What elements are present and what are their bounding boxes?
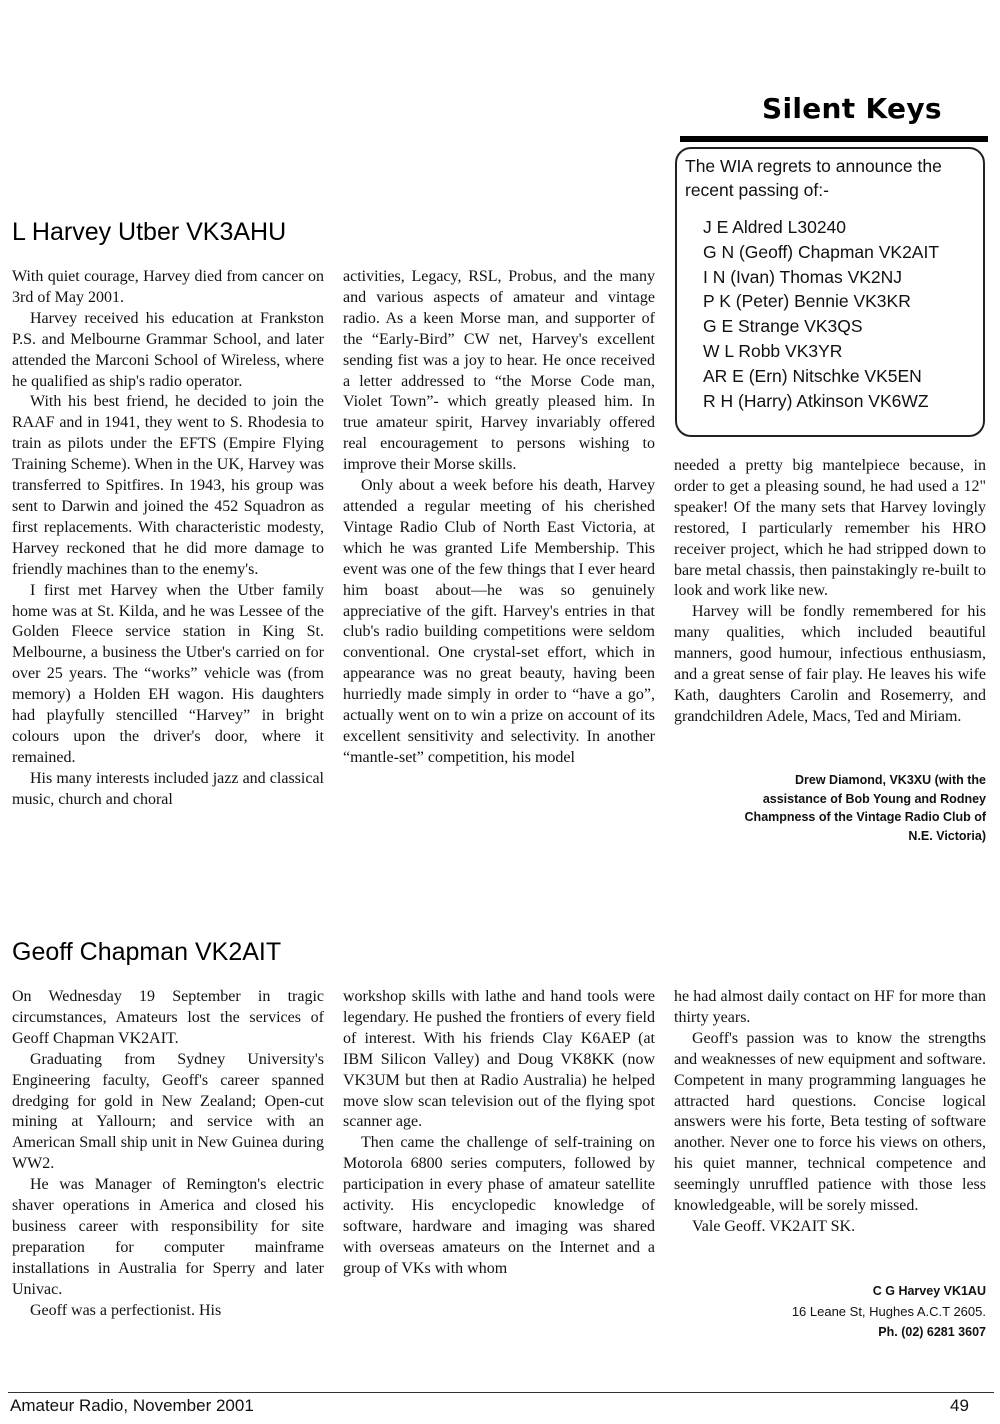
notice-name: P K (Peter) Bennie VK3KR: [703, 291, 911, 312]
signature-line: 16 Leane St, Hughes A.C.T 2605.: [791, 1303, 986, 1319]
paragraph: he had almost daily contact on HF for more than thirty years.: [674, 988, 986, 1026]
signature-line: assistance of Bob Young and Rodney: [762, 791, 986, 806]
signature-line: Ph. (02) 6281 3607: [878, 1324, 986, 1339]
paragraph: With quiet courage, Harvey died from cancer on 3rd of May 2001.: [12, 268, 324, 306]
notice-names-list: [703, 215, 983, 413]
notice-name: AR E (Ern) Nitschke VK5EN: [703, 365, 922, 386]
notice-name: G N (Geoff) Chapman VK2AIT: [703, 241, 940, 262]
notice-name: G E Strange VK3QS: [703, 316, 863, 337]
article2-column-2: [343, 987, 655, 1280]
paragraph: He was Manager of Remington's electric shaver operations in America and closed his business career with responsibility for site preparation for computer mainframe installations in Australia for Sperry and later Univac.: [12, 1176, 324, 1298]
article1-column-3: [674, 456, 986, 728]
article2-column-3: [674, 987, 986, 1238]
signature-line: Drew Diamond, VK3XU (with the: [795, 773, 986, 787]
paragraph: Harvey will be fondly remembered for his many qualities, which included beautiful manners, good humour, infectious enthusiasm, and a great sense of fair play. He leaves his wife Kath, daughters Carolin and Rosemerry, and grandchildren Adele, Macs, Ted and Miriam.: [674, 603, 986, 725]
paragraph: Only about a week before his death, Harvey attended a regular meeting of his cherished Vintage Radio Club of North East Victoria, at which he was granted Life Membership. This event was one of the few things that I ever heard him boast about—he was so genuinely appreciative of the gift. Harvey's entries in that club's radio building competitions were seldom conventional. One crystal-set effort, which in appearance was no great beauty, having been hurriedly made simply in order to “have a go”, actually went on to win a prize on account of its excellent sensitivity and selectivity. In another “mantle-set” competition, his model: [343, 477, 655, 766]
paragraph: On Wednesday 19 September in tragic circumstances, Amateurs lost the services of Geoff Chapman VK2AIT.: [12, 988, 324, 1047]
paragraph: workshop skills with lathe and hand tools were legendary. He pushed the frontiers of every field of interest. With his friends Clay K6AEP (at IBM Silicon Valley) and Doug VK8KK (now VK3UM but then at Radio Australia) he helped move slow scan television out of the flying spot scanner age.: [343, 988, 655, 1131]
paragraph: Graduating from Sydney University's Engineering faculty, Geoff's career spanned dredging for gold in New Zealand; Open-cut mining at Yallourn; and service with an American Small ship unit in New Guinea during WW2.: [12, 1050, 324, 1173]
notice-name: W L Robb VK3YR: [703, 340, 843, 361]
section-title: Silent Keys: [762, 92, 942, 125]
footer-publication: Amateur Radio, November 2001: [10, 1396, 254, 1415]
notice-intro: The WIA regrets to announce the recent passing of:-: [685, 156, 942, 200]
signature-line: Champness of the Vintage Radio Club of: [744, 810, 986, 824]
paragraph: Geoff was a perfectionist. His: [30, 1301, 222, 1319]
paragraph: needed a pretty big mantelpiece because, in order to get a pleasing sound, he had used a 12" speaker! Of the many sets that Harvey lovingly restored, I particularly remember his HRO receiver project, which he had stripped down to bare metal chassis, then painstakingly re-built to look and work like new.: [674, 457, 986, 600]
article2-signature: [674, 1282, 986, 1343]
article1-column-2: [343, 267, 655, 769]
paragraph: Vale Geoff. VK2AIT SK.: [692, 1217, 856, 1235]
paragraph: With his best friend, he decided to join the RAAF and in 1941, they went to S. Rhodesia to train as pilots under the EFTS (Empire Flying Training Scheme). When in the UK, Harvey was transferred to Spitfires. In 1943, his group was sent to Darwin and joined the 452 Squadron as first replacements. With characteristic modesty, Harvey reckoned that he did more damage to friendly machines than to the enemy's.: [12, 393, 324, 578]
paragraph: Harvey received his education at Frankston P.S. and Melbourne Grammar School, and later attended the Marconi School of Wireless, where he qualified as ship's radio operator.: [12, 309, 324, 390]
footer-rule: [8, 1392, 994, 1393]
paragraph: activities, Legacy, RSL, Probus, and the many and various aspects of amateur and vintage radio. As a keen Morse man, and supporter of the “Early-Bird” CW net, Harvey's excellent sending fist was a joy to hear. He once received a letter addressed to “the Morse Code man, Violet Town”- which greatly pleased him. In true amateur spirit, Harvey invariably offered real encouragement to persons wishing to improve their Morse skills.: [343, 268, 655, 474]
article1-column-1: [12, 267, 324, 811]
signature-line: N.E. Victoria): [908, 828, 986, 843]
signature-name: C G Harvey VK1AU: [872, 1284, 986, 1298]
article2-column-1: [12, 987, 324, 1322]
paragraph: His many interests included jazz and classical music, church and choral: [12, 769, 324, 808]
footer-page-number: 49: [950, 1396, 969, 1415]
notice-name: I N (Ivan) Thomas VK2NJ: [703, 266, 903, 287]
paragraph: I first met Harvey when the Utber family home was at St. Kilda, and he was Lessee of the Golden Fleece service station in King St. Melbourne, a business the Utber's carried on for over 25 years. The “works” vehicle was (from memory) a Holden EH wagon. His daughters had playfully stencilled “Harvey” in bright colours upon the driver's door, where it remained.: [12, 581, 324, 766]
section-rule: [680, 136, 988, 142]
article1-title: L Harvey Utber VK3AHU: [12, 218, 287, 246]
notice-name: R H (Harry) Atkinson VK6WZ: [703, 390, 929, 411]
paragraph: Then came the challenge of self-training on Motorola 6800 series computers, followed by participation in every phase of amateur satellite activity. His encyclopedic knowledge of software, hardware and imaging was shared with overseas amateurs on the Internet and a group of VKs with whom: [343, 1134, 655, 1277]
paragraph: Geoff's passion was to know the strengths and weaknesses of new equipment and software. Competent in many programming languages he attracted hard questions. Concise logical answers were his forte, Beta testing of software another. Never one to force his views on others, his quiet manner, technical competence and seemingly unruffled patience with those less knowledgeable, will be sorely missed.: [674, 1029, 986, 1215]
notice-name: J E Aldred L30240: [703, 217, 847, 237]
article2-title: Geoff Chapman VK2AIT: [12, 938, 282, 966]
article1-signature: [674, 771, 986, 845]
